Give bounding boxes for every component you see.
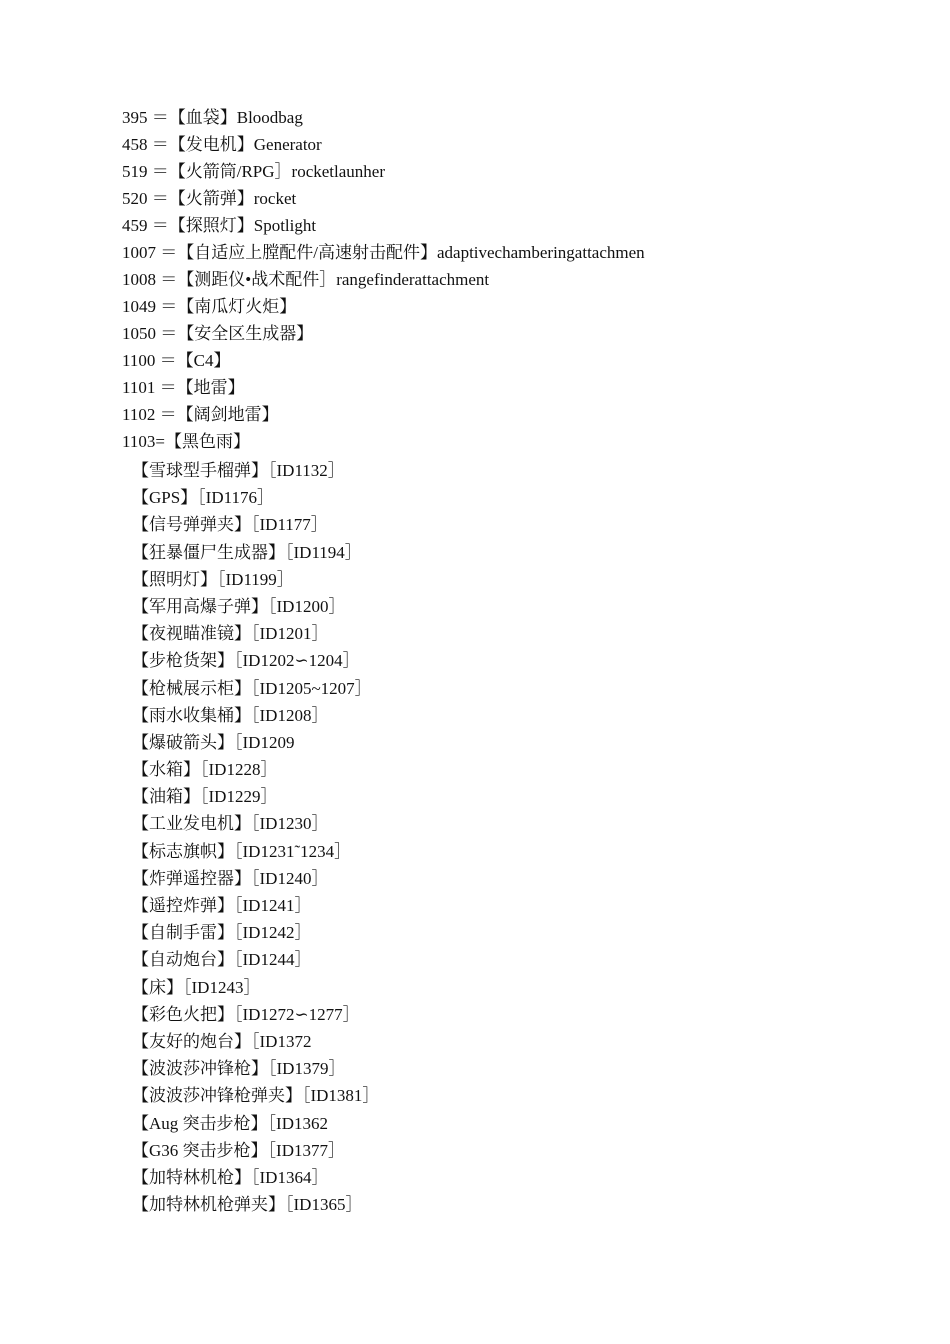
list-item: 【狂暴僵尸生成器】［ID1194］ [132,542,362,562]
id-item-list [132,457,379,1218]
list-item: 1007 ＝【自适应上膛配件/高速射击配件】adaptivechamberingattachmen [122,243,645,262]
list-item: 【加特林机枪弹夹】［ID1365］ [132,1195,363,1215]
list-item: 458 ＝【发电机】Generator [122,135,322,154]
list-item: 【遥控炸弹】［ID1241］ [132,896,312,915]
list-item: 【油箱】［ID1229］ [132,787,278,807]
list-item: 【自制手雷】［ID1242］ [132,923,312,943]
numbered-item-list [122,104,645,455]
list-item: 520 ＝【火箭弹】rocket [122,189,297,208]
list-item: 1103=【黑色雨】 [122,432,250,451]
list-item: 【信号弹弹夹】［ID1177］ [132,515,328,535]
list-item: 【工业发电机】［ID1230］ [132,814,329,834]
list-item: 【加特林机枪】［ID1364］ [132,1167,329,1187]
list-item: 【夜视瞄准镜】［ID1201］ [132,624,329,644]
list-item: 【爆破箭头】［ID1209 [132,732,295,752]
list-item: 【波波莎冲锋枪】［ID1379］ [132,1059,346,1079]
list-item: 【照明灯】［ID1199］ [132,569,294,589]
list-item: 【Aug 突击步枪】［ID1362 [132,1113,328,1133]
list-item: 【水箱】［ID1228］ [132,760,278,780]
list-item: 【友好的炮台】［ID1372 [132,1031,312,1051]
list-item: 1100 ＝【C4】 [122,351,231,370]
list-item: 1049 ＝【南瓜灯火炬】 [122,297,297,316]
list-item: 395 ＝【血袋】Bloodbag [122,108,303,127]
list-item: 【波波莎冲锋枪弹夹】［ID1381］ [132,1086,380,1106]
list-item: 【军用高爆子弹】［ID1200］ [132,596,346,616]
list-item: 【雪球型手榴弹】［ID1132］ [132,461,345,480]
list-item: 459 ＝【探照灯】Spotlight [122,216,317,235]
list-item: 【G36 突击步枪】［ID1377］ [132,1140,345,1160]
list-item: 1050 ＝【安全区生成器】 [122,324,314,343]
list-item: 【雨水收集桶】［ID1208］ [132,705,329,725]
list-item: 【炸弹遥控器】［ID1240］ [132,868,329,888]
list-item: 【自动炮台】［ID1244］ [132,950,312,970]
list-item: 【床】［ID1243］ [132,977,261,997]
list-item: 【步枪货架】［ID1202∽1204］ [132,651,360,671]
list-item: 【GPS】［ID1176］ [132,488,274,508]
list-item: 519 ＝【火箭筒/RPG］rocketlaunher [122,162,385,181]
list-item: 【标志旗帜】［ID1231˜1234］ [132,841,352,861]
list-item: 【枪械展示柜】［ID1205~1207］ [132,678,372,698]
list-item: 1102 ＝【阔剑地雷】 [122,405,279,424]
list-item: 1008 ＝【测距仪•战术配件］rangefinderattachment [122,270,490,289]
list-item: 1101 ＝【地雷】 [122,378,245,397]
list-item: 【彩色火把】［ID1272∽1277］ [132,1004,360,1024]
